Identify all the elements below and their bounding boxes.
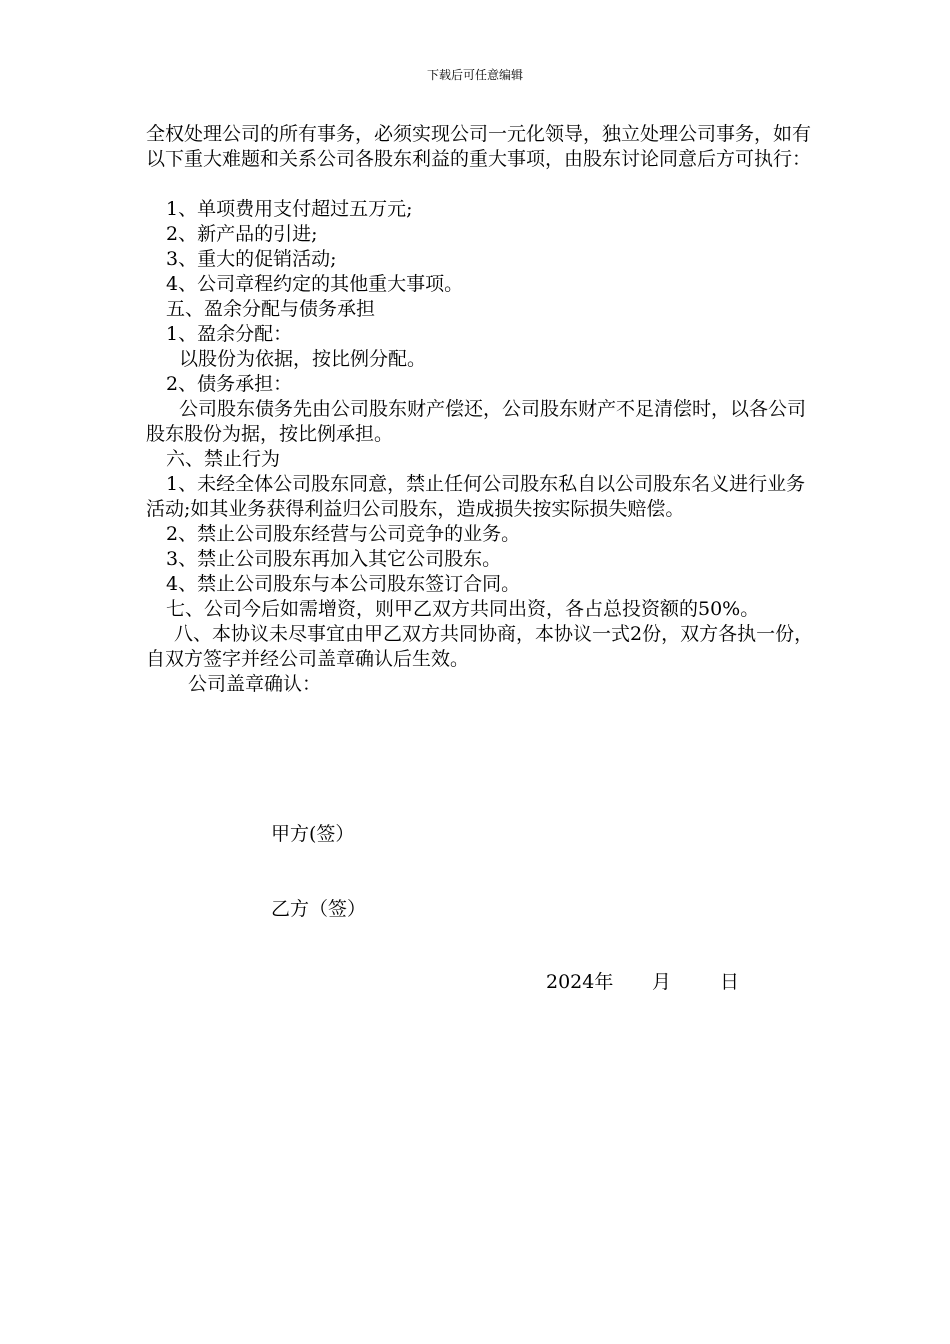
section-7-body: 七、公司今后如需增资，则甲乙双方共同出资，各占总投资额的50%。 (166, 598, 760, 620)
section-5-item-1: 1、盈余分配： (166, 323, 293, 345)
section-8 (146, 622, 816, 672)
paragraph-gap (146, 172, 816, 197)
section-5-item-2-body: 公司股东债务先由公司股东财产偿还，公司股东财产不足清偿时，以各公司股东股份为据，按比例承担。 (146, 398, 807, 445)
section-6-item-2: 2、禁止公司股东经营与公司竞争的业务。 (166, 523, 521, 545)
date-month: 月 (652, 971, 672, 993)
item-2: 2、新产品的引进; (166, 223, 318, 245)
party-a-signature: 甲方(签） (271, 823, 355, 845)
section-7 (146, 597, 816, 622)
date-year: 2024年 (546, 971, 614, 993)
section-8-body: 八、本协议未尽事宜由甲乙双方共同协商，本协议一式2份，双方各执一份，自双方签字并经公司盖章确认后生效。 (146, 623, 814, 670)
item-4: 4、公司章程约定的其他重大事项。 (166, 273, 464, 295)
intro-paragraph: 全权处理公司的所有事务，必须实现公司一元化领导，独立处理公司事务，如有以下重大难题和关系公司各股东利益的重大事项，由股东讨论同意后方可执行： (146, 123, 812, 170)
section-6-item-4: 4、禁止公司股东与本公司股东签订合同。 (166, 573, 521, 595)
section-6-item-1 (146, 472, 816, 522)
header-note: 下载后可任意编辑 (426, 68, 523, 82)
section-6-heading: 六、禁止行为 (166, 448, 281, 470)
item-3: 3、重大的促销活动; (166, 248, 337, 270)
section-6-item-1-body: 1、未经全体公司股东同意，禁止任何公司股东私自以公司股东名义进行业务活动;如其业务获得利益归公司股东，造成损失按实际损失赔偿。 (146, 473, 806, 520)
item-1: 1、单项费用支付超过五万元; (166, 198, 413, 220)
document-body (146, 122, 816, 697)
date-line (546, 970, 739, 995)
section-5-item-2-text (146, 397, 816, 447)
section-6-item-3: 3、禁止公司股东再加入其它公司股东。 (166, 548, 502, 570)
section-5-item-2: 2、债务承担： (166, 373, 293, 395)
company-stamp-line: 公司盖章确认： (188, 673, 322, 695)
party-b-signature: 乙方（签） (271, 898, 367, 920)
section-5-item-1-text: 以股份为依据，按比例分配。 (179, 348, 427, 370)
date-day: 日 (720, 971, 740, 993)
section-5-heading: 五、盈余分配与债务承担 (166, 298, 376, 320)
